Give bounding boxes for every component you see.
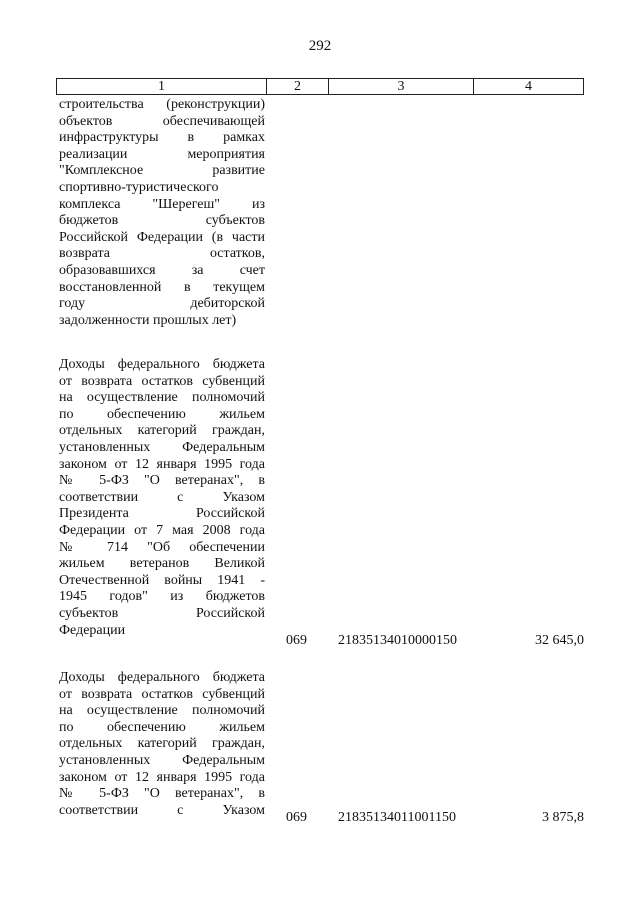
entry-3-income-code: 21835134011001150: [338, 810, 456, 825]
text-line: установленных Федеральным: [59, 752, 265, 768]
entry-3-amount: 3 875,8: [542, 810, 584, 825]
text-line: инфраструктуры в рамках: [59, 130, 265, 146]
entry-2-amount: 32 645,0: [535, 633, 584, 648]
text-line: образовавшихся за счет: [59, 262, 265, 278]
entry-1-description: [59, 97, 265, 329]
entry-3-admin-code: 069: [286, 810, 307, 825]
table-header-row: [56, 78, 584, 95]
text-line: Российской Федерации (в части: [59, 229, 265, 245]
text-line: 1945 годов" из бюджетов: [59, 589, 265, 605]
text-line: по обеспечению жильем: [59, 719, 265, 735]
text-line: объектов обеспечивающей: [59, 113, 265, 129]
text-line: бюджетов субъектов: [59, 213, 265, 229]
text-line: законом от 12 января 1995 года: [59, 456, 265, 472]
header-cell-col-4: 4: [525, 79, 532, 94]
text-line: возврата остатков,: [59, 246, 265, 262]
entry-2-income-code: 21835134010000150: [338, 633, 457, 648]
text-line: соответствии с Указом: [59, 802, 265, 818]
text-line: законом от 12 января 1995 года: [59, 769, 265, 785]
text-line: отдельных категорий граждан,: [59, 736, 265, 752]
text-line: Федерации: [59, 622, 126, 638]
text-line: на осуществление полномочий: [59, 703, 265, 719]
entry-3-description: [59, 670, 265, 819]
text-line: году дебиторской: [59, 296, 265, 312]
page-number: 292: [308, 38, 332, 54]
header-cell-col-1: 1: [57, 79, 267, 94]
text-line: строительства (реконструкции): [59, 97, 265, 112]
text-line: Президента Российской: [59, 506, 265, 522]
text-line: по обеспечению жильем: [59, 406, 265, 422]
text-line: Доходы федерального бюджета: [59, 670, 265, 685]
text-line: задолженности прошлых лет): [59, 312, 237, 328]
header-cell-col-3: 3: [329, 79, 474, 94]
header-cell-col-2: 2: [267, 79, 329, 94]
text-line: от возврата остатков субвенций: [59, 373, 265, 389]
text-line: "Комплексное развитие: [59, 163, 265, 179]
text-line: от возврата остатков субвенций: [59, 686, 265, 702]
text-line: № 5-ФЗ "О ветеранах", в: [59, 786, 265, 802]
text-line: на осуществление полномочий: [59, 390, 265, 406]
text-line: спортивно-туристического: [59, 179, 219, 195]
text-line: комплекса "Шерегеш" из: [59, 196, 265, 212]
text-line: установленных Федеральным: [59, 439, 265, 455]
text-line: Доходы федерального бюджета: [59, 357, 265, 372]
text-line: соответствии с Указом: [59, 489, 265, 505]
text-line: восстановленной в текущем: [59, 279, 265, 295]
text-line: № 714 "Об обеспечении: [59, 539, 265, 555]
entry-2-description: [59, 357, 265, 639]
text-line: субъектов Российской: [59, 605, 265, 621]
text-line: Отечественной войны 1941 -: [59, 572, 265, 588]
text-line: реализации мероприятия: [59, 146, 265, 162]
text-line: Федерации от 7 мая 2008 года: [59, 522, 265, 538]
text-line: жильем ветеранов Великой: [59, 556, 265, 572]
text-line: отдельных категорий граждан,: [59, 423, 265, 439]
entry-2-admin-code: 069: [286, 633, 307, 648]
text-line: № 5-ФЗ "О ветеранах", в: [59, 473, 265, 489]
